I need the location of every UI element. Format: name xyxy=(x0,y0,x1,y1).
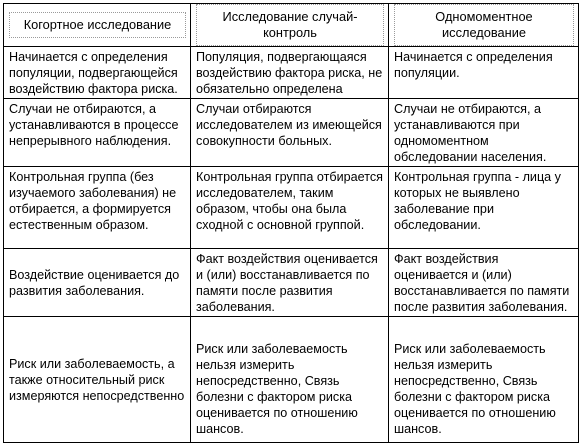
cell-text: Контрольная группа отбирается исследователем, таким образом, чтобы она была сходной с основной группой. xyxy=(196,170,383,232)
table-cell xyxy=(389,47,579,99)
table-cell xyxy=(191,99,389,167)
header-cross-sectional-label: Одномоментное исследование xyxy=(394,4,574,46)
table-cell xyxy=(389,99,579,167)
cell-text: Риск или заболеваемость нельзя измерить непосредственно, Связь болезни с фактором риска оценивается по отношению шансов. xyxy=(196,342,358,436)
cell-text: Начинается с определения популяции, подвергающейся воздействию фактора риска. xyxy=(9,50,178,96)
cell-text: Факт воздействия оценивается и (или) восстанавливается по памяти после развития заболевания. xyxy=(196,252,378,314)
table-cell xyxy=(4,167,191,249)
table-cell xyxy=(191,167,389,249)
comparison-table xyxy=(3,3,579,443)
table-header-row xyxy=(4,4,579,47)
table-cell xyxy=(191,47,389,99)
header-case-control-label: Исследование случай-контроль xyxy=(196,4,384,46)
table-cell xyxy=(4,249,191,317)
header-cohort-label: Когортное исследование xyxy=(9,12,186,38)
header-cross-sectional xyxy=(389,4,579,47)
cell-text: Факт воздействия оценивается и (или) восстанавливается по памяти после развития заболевания. xyxy=(394,252,570,314)
cell-text: Случаи отбираются исследователем из имеющейся совокупности больных. xyxy=(196,102,382,148)
table-cell xyxy=(4,317,191,443)
cell-text: Воздействие оценивается до развития заболевания. xyxy=(9,268,180,298)
header-case-control xyxy=(191,4,389,47)
table-cell xyxy=(389,249,579,317)
table-row xyxy=(4,167,579,249)
table-cell xyxy=(4,47,191,99)
table-cell xyxy=(4,99,191,167)
table-cell xyxy=(191,317,389,443)
table-row xyxy=(4,249,579,317)
table-row xyxy=(4,47,579,99)
cell-text: Контрольная группа - лица у которых не выявлено заболевание при обследовании. xyxy=(394,170,561,232)
table-cell xyxy=(389,167,579,249)
table-row xyxy=(4,317,579,443)
cell-text: Риск или заболеваемость нельзя измерить непосредственно, Связь болезни с фактором риска оценивается по отношению шансов. xyxy=(394,342,556,436)
table-cell xyxy=(389,317,579,443)
table-cell xyxy=(191,249,389,317)
cell-text: Начинается с определения популяции. xyxy=(394,50,553,80)
table-row xyxy=(4,99,579,167)
cell-text: Случаи не отбираются, а устанавливаются в процессе непрерывного наблюдения. xyxy=(9,102,179,148)
cell-text: Случаи не отбираются, а устанавливаются при одномоментном обследовании населения. xyxy=(394,102,547,164)
cell-text: Риск или заболеваемость, а также относительный риск измеряются непосредственно xyxy=(9,357,185,403)
header-cohort xyxy=(4,4,191,47)
cell-text: Контрольная группа (без изучаемого заболевания) не отбирается, а формируется естественным образом. xyxy=(9,170,177,232)
cell-text: Популяция, подвергающаяся воздействию фактора риска, не обязательно определена xyxy=(196,50,383,96)
